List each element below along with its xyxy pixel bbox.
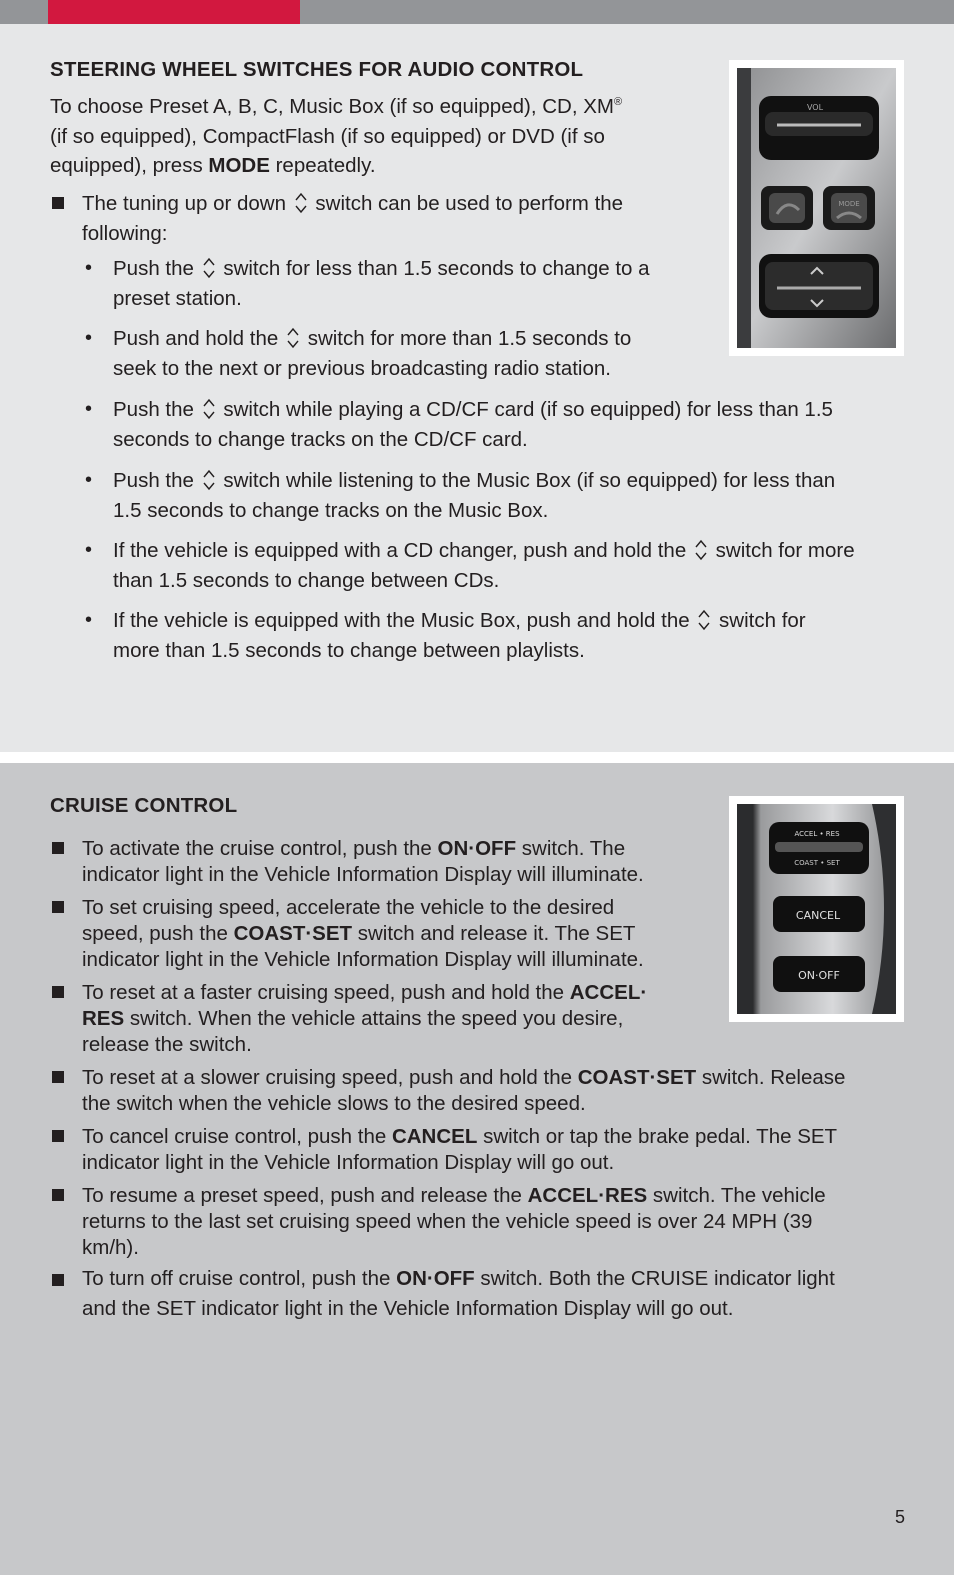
bullet-dot: • [85,327,93,349]
cruise-switches-photo [729,796,904,1022]
bullet-dot: • [85,469,93,491]
section-divider [0,752,954,763]
cruise-section-title: CRUISE CONTROL [50,794,238,817]
coast-set-label: COAST • SET [794,859,840,867]
bullet-dot: • [85,398,93,420]
tuning-switch-text: The tuning up or down switch can be used to perform the following: [82,192,624,245]
seek-up-down-icon [202,397,216,421]
mode-label: MODE [838,200,860,208]
cruise-item-2: To set cruising speed, accelerate the vehicle to the desired speed, push the COAST·SET switch and release it. The SET indicator light in the Vehicle Information Display will illuminate. [82,896,644,971]
square-bullet [52,986,64,998]
top-bar [0,0,954,24]
square-bullet [52,842,64,854]
seek-up-down-icon [202,468,216,492]
bullet-dot: • [85,609,93,631]
square-bullet [52,1071,64,1083]
seek-up-down-icon [286,326,300,350]
audio-bullet-6: If the vehicle is equipped with the Music Box, push and hold the switch for more than 1.5 seconds to change between playlists. [113,609,806,662]
audio-bullet-1: Push the switch for less than 1.5 seconds to change to a preset station. [113,257,650,310]
brand-accent-bar [48,0,300,24]
on-off-label: ON·OFF [798,969,840,982]
square-bullet [52,901,64,913]
square-bullet [52,1130,64,1142]
seek-up-down-icon [202,256,216,280]
cancel-label: CANCEL [795,909,841,922]
cruise-item-6: To resume a preset speed, push and release the ACCEL·RES switch. The vehicle returns to the last set cruising speed when the vehicle speed is over 24 MPH (39 km/h). [82,1184,826,1259]
audio-bullet-5: If the vehicle is equipped with a CD changer, push and hold the switch for more than 1.5 seconds to change between CDs. [113,539,855,592]
cruise-item-5: To cancel cruise control, push the CANCEL switch or tap the brake pedal. The SET indicator light in the Vehicle Information Display will go out. [82,1125,838,1174]
audio-section-title: STEERING WHEEL SWITCHES FOR AUDIO CONTROL [50,58,584,81]
cruise-item-1: To activate the cruise control, push the ON·OFF switch. The indicator light in the Vehicle Information Display will illuminate. [82,837,644,886]
bullet-dot: • [85,257,93,279]
bullet-dot: • [85,539,93,561]
audio-switches-photo [729,60,904,356]
accel-res-label: ACCEL • RES [794,830,840,838]
seek-up-down-icon [694,538,708,562]
square-bullet [52,1274,64,1286]
square-bullet [52,1189,64,1201]
cruise-item-7: To turn off cruise control, push the ON·OFF switch. Both the CRUISE indicator light and the SET indicator light in the Vehicle Information Display will go out. [82,1267,835,1320]
cruise-item-3: To reset at a faster cruising speed, push and hold the ACCEL· RES switch. When the vehicle attains the speed you desire, release the switch. [82,981,648,1056]
seek-up-down-icon [697,608,711,632]
square-bullet [52,197,64,209]
audio-bullet-2: Push and hold the switch for more than 1.5 seconds to seek to the next or previous broadcasting radio station. [113,327,632,380]
cruise-item-4: To reset at a slower cruising speed, push and hold the COAST·SET switch. Release the switch when the vehicle slows to the desired speed. [82,1066,846,1115]
seek-up-down-icon [294,191,308,215]
vol-label: VOL [806,103,824,112]
audio-bullet-3: Push the switch while playing a CD/CF card (if so equipped) for less than 1.5 seconds to change tracks on the CD/CF card. [113,398,833,451]
page-number: 5 [895,1507,906,1527]
audio-intro: To choose Preset A, B, C, Music Box (if so equipped), CD, XM® (if so equipped), CompactFlash (if so equipped) or DVD (if so equipped), press MODE repeatedly. [50,95,623,177]
audio-bullet-4: Push the switch while listening to the Music Box (if so equipped) for less than 1.5 seconds to change tracks on the Music Box. [113,469,836,522]
